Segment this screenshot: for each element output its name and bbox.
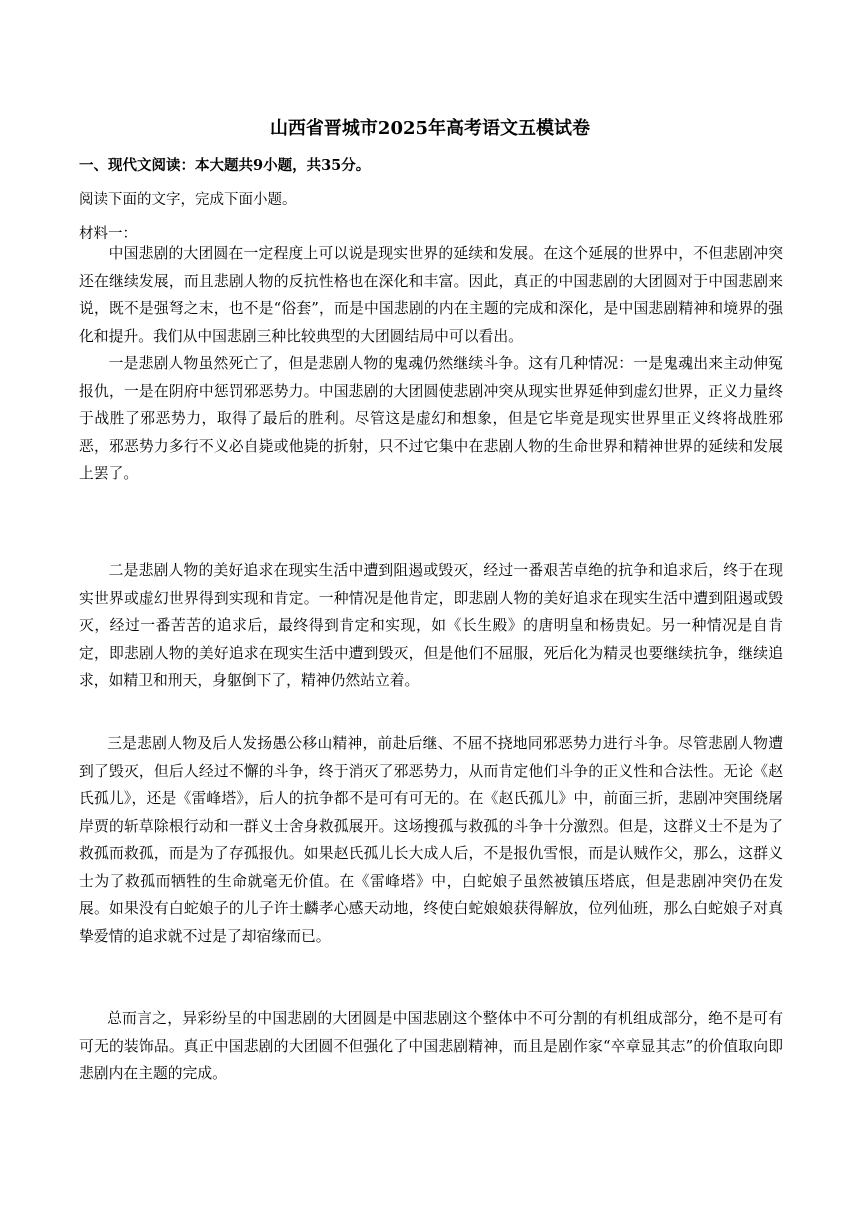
- paragraph-5: 总而言之，异彩纷呈的中国悲剧的大团圆是中国悲剧这个整体中不可分割的有机组成部分，绝不是可有可无的装饰品。真正中国悲剧的大团圆不但强化了中国悲剧精神，而且是剧作家“卒章显其志”的价值取向即悲剧内在主题的完成。: [79, 1010, 783, 1082]
- paragraph-1: 中国悲剧的大团圆在一定程度上可以说是现实世界的延续和发展。在这个延展的世界中，不但悲剧冲突还在继续发展，而且悲剧人物的反抗性格也在深化和丰富。因此，真正的中国悲剧的大团圆对于中国悲剧来说，既不是强弩之末，也不是“俗套”，而是中国悲剧的内在主题的完成和深化，是中国悲剧精神和境界的强化和提升。我们从中国悲剧三种比较典型的大团圆结局中可以看出。: [79, 245, 783, 345]
- material-label: 材料一：: [79, 226, 137, 242]
- paragraph-3: 二是悲剧人物的美好追求在现实生活中遭到阻遏或毁灭，经过一番艰苦卓绝的抗争和追求后，终于在现实世界或虚幻世界得到实现和肯定。一种情况是他肯定，即悲剧人物的美好追求在现实生活中遭到阻遏或毁灭，经过一番苦苦的追求后，最终得到肯定和实现，如《长生殿》的唐明皇和杨贵妃。另一种情况是自肯定，即悲剧人物的美好追求在现实生活中遭到毁灭，但是他们不屈服，死后化为精灵也要继续抗争，继续追求，如精卫和刑天，身躯倒下了，精神仍然站立着。: [79, 562, 783, 689]
- document-title: 山西省晋城市2025年高考语文五模试卷: [269, 118, 591, 139]
- instruction-text: 阅读下面的文字，完成下面小题。: [79, 192, 297, 208]
- paragraph-4: 三是悲剧人物及后人发扬愚公移山精神，前赴后继、不屈不挠地同邪恶势力进行斗争。尽管悲剧人物遭到了毁灭，但后人经过不懈的斗争，终于消灭了邪恶势力，从而肯定他们斗争的正义性和合法性。无论《赵氏孤儿》，还是《雷峰塔》，后人的抗争都不是可有可无的。在《赵氏孤儿》中，前面三折，悲剧冲突围绕屠岸贾的斩草除根行动和一群义士舍身救孤展开。这场搜孤与救孤的斗争十分激烈。但是，这群义士不是为了救孤而救孤，而是为了存孤报仇。如果赵氏孤儿长大成人后，不是报仇雪恨，而是认贼作父，那么，这群义士为了救孤而牺牲的生命就毫无价值。在《雷峰塔》中，白蛇娘子虽然被镇压塔底，但是悲剧冲突仍在发展。如果没有白蛇娘子的儿子许士麟孝心感天动地，终使白蛇娘娘获得解放，位列仙班，那么白蛇娘子对真挚爱情的追求就不过是了却宿缘而已。: [79, 735, 783, 945]
- section-heading: 一、现代文阅读：本大题共9小题，共35分。: [79, 157, 371, 174]
- paragraph-2: 一是悲剧人物虽然死亡了，但是悲剧人物的鬼魂仍然继续斗争。这有几种情况：一是鬼魂出来主动伸冤报仇，一是在阴府中惩罚邪恶势力。中国悲剧的大团圆使悲剧冲突从现实世界延伸到虚幻世界，正义力量终于战胜了邪恶势力，取得了最后的胜利。尽管这是虚幻和想象，但是它毕竟是现实世界里正义终将战胜邪恶，邪恶势力多行不义必自毙或他毙的折射，只不过它集中在悲剧人物的生命世界和精神世界的延续和发展上罢了。: [79, 355, 783, 482]
